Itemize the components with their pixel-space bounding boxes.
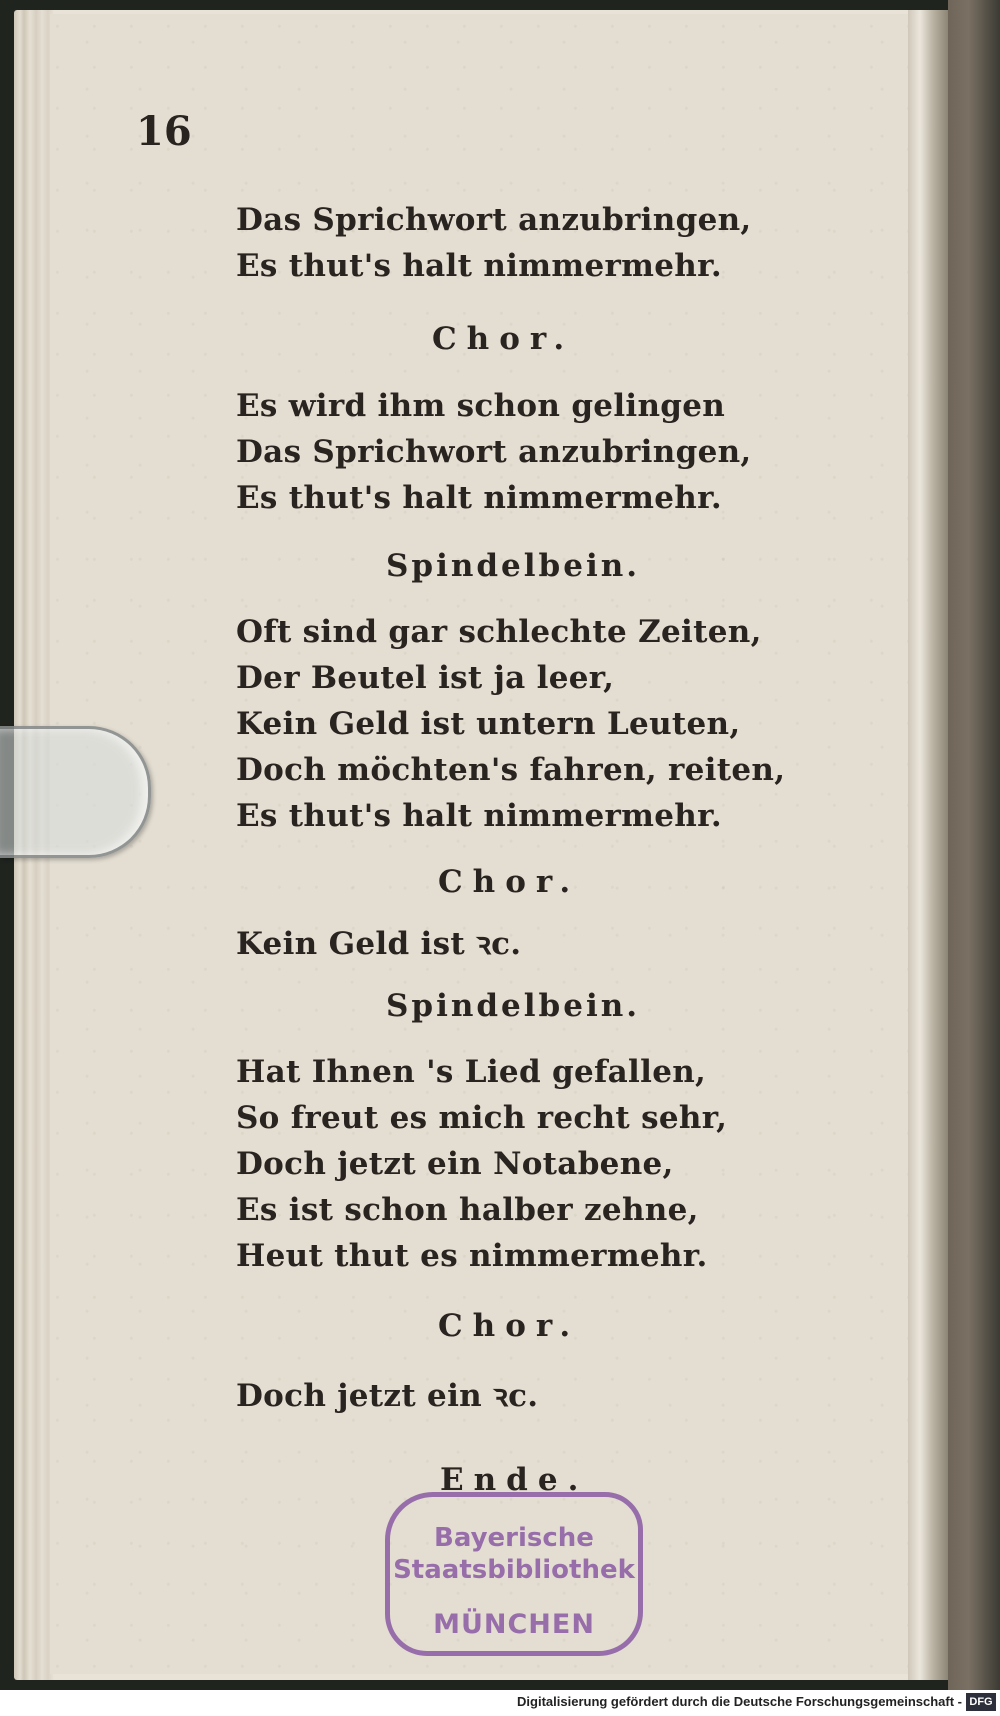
book-cover-edge (948, 0, 1000, 1690)
stamp-line: Staatsbibliothek (393, 1555, 635, 1585)
page-clip (0, 726, 151, 858)
page-right-edge (908, 10, 948, 1680)
text-line: Es wird ihm schon gelingen (236, 388, 726, 424)
dfg-logo: DFG (966, 1693, 996, 1711)
section-heading: Chor. (438, 1308, 581, 1344)
section-heading: Spindelbein. (386, 988, 641, 1024)
text-line: Doch jetzt ein Notabene, (236, 1146, 674, 1182)
text-line: Es thut's halt nimmermehr. (236, 480, 722, 516)
stamp-line: Bayerische (434, 1523, 594, 1553)
section-heading: Chor. (438, 864, 581, 900)
end-heading: Ende. (440, 1462, 589, 1498)
text-line: Oft sind gar schlechte Zeiten, (236, 614, 762, 650)
text-line: Doch jetzt ein ꝛc. (236, 1378, 539, 1414)
footer-bar (0, 1690, 1000, 1716)
library-stamp (385, 1492, 643, 1656)
footer-credit: Digitalisierung gefördert durch die Deutsche Forschungsgemeinschaft - (517, 1694, 962, 1709)
text-line: Heut thut es nimmermehr. (236, 1238, 708, 1274)
text-line: Es ist schon halber zehne, (236, 1192, 699, 1228)
section-heading: Chor. (432, 321, 575, 357)
text-line: Doch möchten's fahren, reiten, (236, 752, 786, 788)
text-line: Hat Ihnen 's Lied gefallen, (236, 1054, 707, 1090)
text-line: Das Sprichwort anzubringen, (236, 202, 752, 238)
text-line: So freut es mich recht sehr, (236, 1100, 728, 1136)
text-line: Der Beutel ist ja leer, (236, 660, 615, 696)
text-line: Das Sprichwort anzubringen, (236, 434, 752, 470)
text-line: Es thut's halt nimmermehr. (236, 248, 722, 284)
text-line: Kein Geld ist untern Leuten, (236, 706, 741, 742)
stamp-line: MÜNCHEN (433, 1609, 595, 1640)
section-heading: Spindelbein. (386, 548, 641, 584)
page-number: 16 (136, 108, 192, 155)
text-line: Es thut's halt nimmermehr. (236, 798, 722, 834)
text-line: Kein Geld ist ꝛc. (236, 926, 522, 962)
